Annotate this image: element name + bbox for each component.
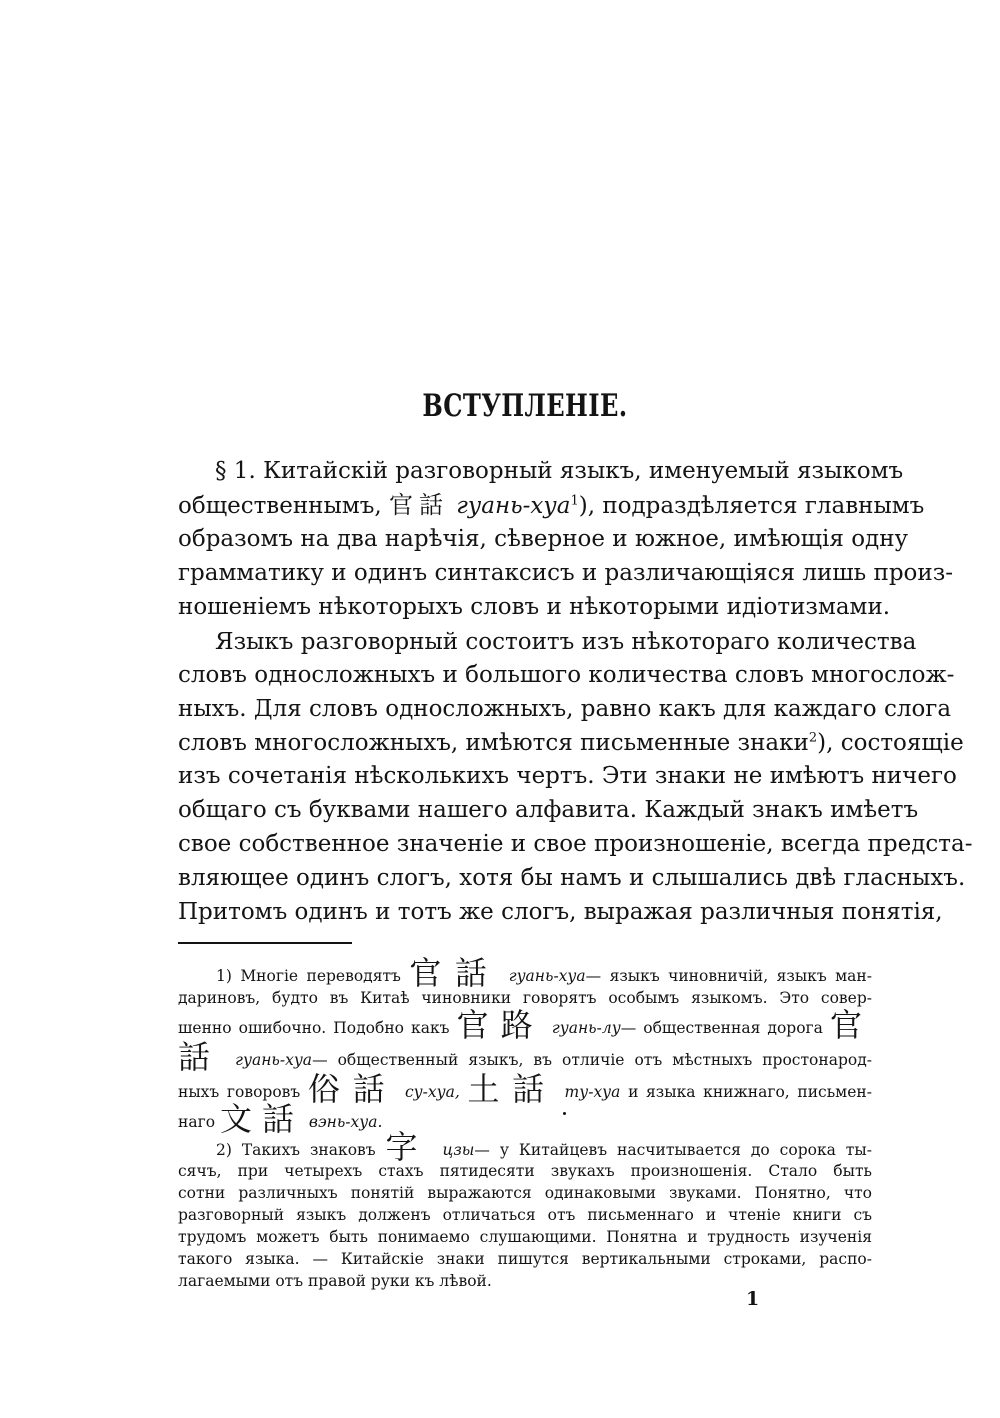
body-line: общаго съ буквами нашего алфавита. Каждый знакъ имѣетъ (178, 797, 919, 823)
footnote-1-line: 話 гуань-хуа— общественный языкъ, въ отличiе отъ мѣстныхъ простонарод- (178, 1038, 872, 1076)
body-line: Притомъ одинъ и тотъ же слогъ, выражая различныя понятiя, (178, 899, 943, 925)
chapter-title: ВСТУПЛЕНIE. (422, 388, 628, 424)
body-line: словъ многосложныхъ, имѣются письменные знаки$^2$), состоящiе (178, 730, 964, 756)
footnote-marker: 2 (808, 730, 818, 746)
cjk-tu-hua: 土話 (467, 1070, 557, 1108)
cjk-guan: 官 (829, 1006, 872, 1044)
body-line: грамматику и одинъ синтаксисъ и различающiяся лишь произ- (178, 560, 954, 586)
cjk-guan-lu: 官路 (456, 1006, 545, 1044)
body-line: вляющее одинъ слогъ, хотя бы намъ и слышались двѣ гласныхъ. (178, 865, 966, 891)
page-number: 1 (746, 1288, 760, 1310)
footnote-2-line: такого языка. — Китайскiе знаки пишутся вертикальными строками, распо- (178, 1250, 872, 1268)
cjk-guan-hua: 官話 (409, 954, 501, 992)
footnote-2-line: сячъ, при четырехъ стахъ пятидесяти звукахъ произношенiя. Стало быть (178, 1162, 872, 1180)
body-line: образомъ на два нарѣчiя, сѣверное и южное, имѣющiя одну (178, 526, 909, 552)
cjk-guan-hua: 官話 (388, 491, 449, 519)
body-line: Языкъ разговорный состоитъ изъ нѣкотораго количества (215, 629, 917, 655)
footnote-2-line: разговорный языкъ долженъ отличаться отъ письменнаго и чтенiе книги съ (178, 1206, 872, 1224)
cjk-wen-hua: 文話 (219, 1100, 304, 1138)
body-line: ношенiемъ нѣкоторыхъ словъ и нѣкоторыми идiотизмами. (178, 594, 891, 620)
cjk-su-hua: 俗話 (307, 1070, 398, 1108)
cjk-zi: 字 (385, 1128, 433, 1166)
body-line: § 1. Китайскiй разговорный языкъ, именуемый языкомъ (215, 458, 904, 484)
footnote-1-line: наго 文話 вэнь-хуа. (178, 1100, 383, 1138)
footnote-1-line: 1) Многiе переводятъ 官話 гуань-хуа— языкъ чиновничiй, языкъ ман- (216, 954, 872, 992)
body-line: общественнымъ, 官話 гуань-хуа$^1$), подраздѣляется главнымъ (178, 491, 925, 519)
body-line: словъ односложныхъ и большого количества словъ многослож- (178, 662, 955, 688)
footnote-marker: 1 (570, 493, 579, 509)
footnote-2-line: трудомъ можетъ быть понимаемо слушающими. Понятна и трудность изученiя (178, 1228, 872, 1246)
footnote-separator (178, 942, 352, 944)
footnote-2-line: сотни различныхъ понятiй выражаются одинаковыми звуками. Понятно, что (178, 1184, 872, 1202)
footnote-1-line: ныхъ говоровъ 俗話 су-хуа, 土話 ту-хуа и языка книжнаго, письмен- (178, 1070, 872, 1108)
footnote-1-line: шенно ошибочно. Подобно какъ 官路 гуань-лу— общественная дорога 官 (178, 1006, 872, 1044)
body-line: ныхъ. Для словъ односложныхъ, равно какъ для каждаго слога (178, 696, 952, 722)
print-speck (563, 1112, 566, 1115)
body-line: изъ сочетанiя нѣсколькихъ чертъ. Эти знаки не имѣютъ ничего (178, 763, 957, 789)
footnote-2-line: 2) Такихъ знаковъ 字 цзы— у Китайцевъ насчитывается до сорока ты- (216, 1128, 872, 1166)
footnote-2-line: лагаемыми отъ правой руки къ лѣвой. (178, 1272, 492, 1290)
body-line: свое собственное значенiе и свое произношенiе, всегда предста- (178, 831, 973, 857)
cjk-hua: 話 (178, 1038, 226, 1076)
footnote-1-line: дариновъ, будто въ Китаѣ чиновники говорятъ особымъ языкомъ. Это совер- (178, 989, 872, 1007)
